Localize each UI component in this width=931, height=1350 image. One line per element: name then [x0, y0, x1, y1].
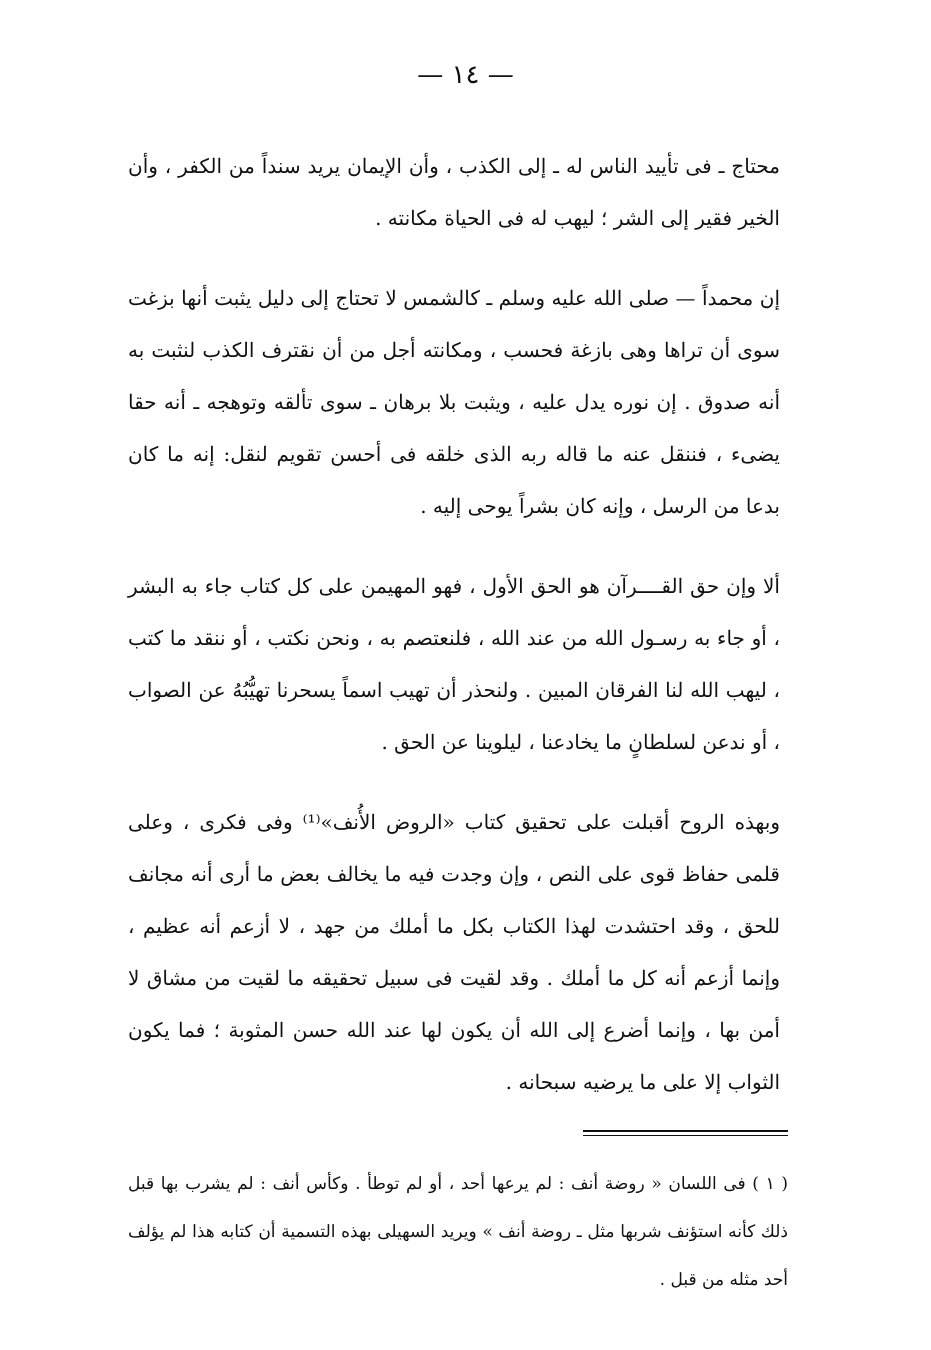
page-number: — ١٤ — [417, 60, 514, 90]
paragraph-2: إن محمداً — صلى الله عليه وسلم ـ كالشمس لا تحتاج إلى دليل يثبت أنها بزغت سوى أن تراها وهى بازغة فحسب ، ومكانته أجل من أن نقترف الكذب لنثبت به أنه صدوق . إن نوره يدل عليه ، ويثبت بلا برهان ـ سوى تألقه وتوهجه ـ أنه حقا يضىء ، فننقل عنه ما قاله ربه الذى خلقه فى أحسن تقويم لنقل: إنه ما كان بدعا من الرسل ، وإنه كان بشراً يوحى إليه . [128, 286, 780, 518]
footnote-divider [583, 1130, 788, 1132]
footnote: ( ١ ) فى اللسان « روضة أنف : لم يرعها أحد ، أو لم توطأ . وكأس أنف : لم يشرب بها قبل ذلك كأنه استؤنف شربها مثل ـ روضة أنف » ويريد السهيلى بهذه التسمية أن كتابه هذا لم يؤلف أحد مثله من قبل . [128, 1174, 788, 1290]
paragraph-4: وبهذه الروح أقبلت على تحقيق كتاب «الروض الأُنف»⁽¹⁾ وفى فكرى ، وعلى قلمى حفاظ قوى على النص ، وإن وجدت فيه ما يخالف بعض ما أرى أنه مجانف للحق ، وقد احتشدت لهذا الكتاب بكل ما أملك من جهد ، لا أزعم أنه عظيم ، وإنما أزعم أنه كل ما أملك . وقد لقيت فى سبيل تحقيقه ما لقيت من مشاق لا أمن بها ، وإنما أضرع إلى الله أن يكون لها عند الله حسن المثوبة ؛ فما يكون الثواب إلا على ما يرضيه سبحانه . [128, 810, 780, 1094]
paragraph-3: ألا وإن حق القــــرآن هو الحق الأول ، فهو المهيمن على كل كتاب جاء به البشر ، أو جاء به رسـول الله من عند الله ، فلنعتصم به ، ونحن نكتب ، أو ننقد ما كتب ، ليهب الله لنا الفرقان المبين . ولنحذر أن تهيب اسماً يسحرنا تهيُّبُهُ عن الصواب ، أو ندعن لسلطانٍ ما يخادعنا ، ليلوينا عن الحق . [128, 574, 780, 754]
paragraph-1: محتاج ـ فى تأييد الناس له ـ إلى الكذب ، وأن الإيمان يريد سنداً من الكفر ، وأن الخير فقير إلى الشر ؛ ليهب له فى الحياة مكانته . [128, 154, 780, 230]
main-text [128, 140, 780, 1108]
